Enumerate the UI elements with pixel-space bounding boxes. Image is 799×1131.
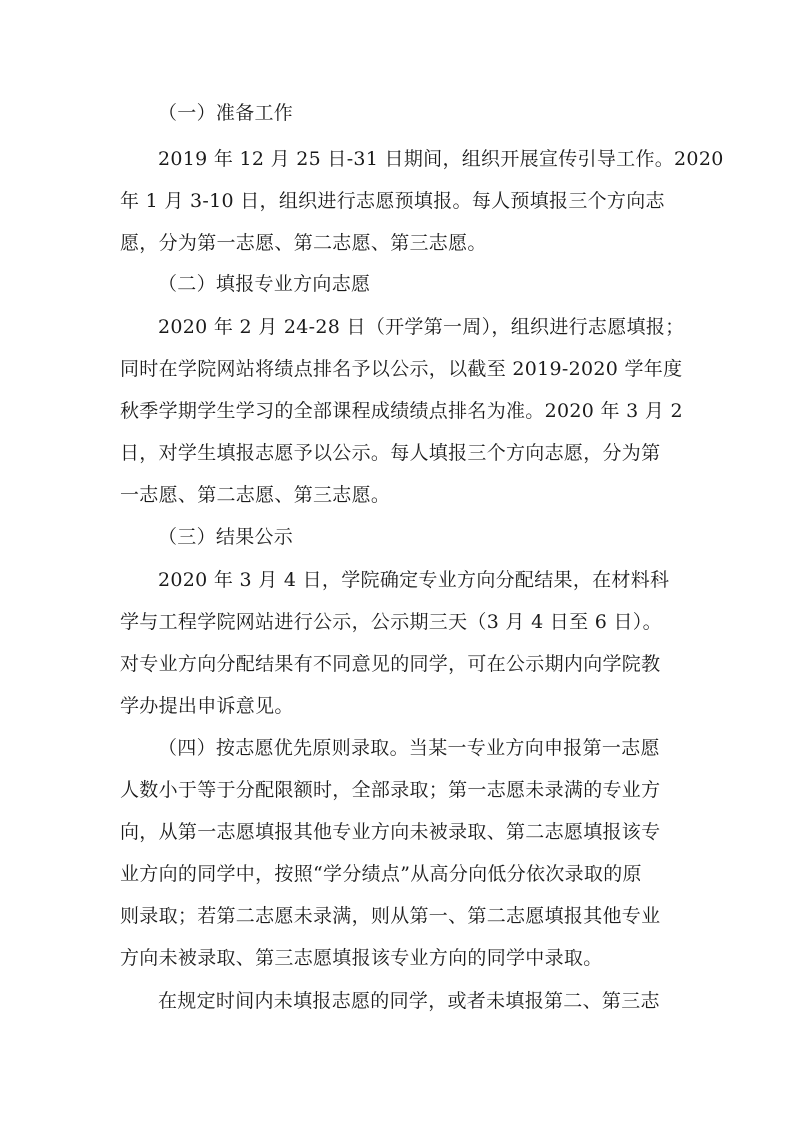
paragraph-line: 一志愿、第二志愿、第三志愿。 bbox=[120, 484, 391, 506]
paragraph-line: 2019 年 12 月 25 日-31 日期间，组织开展宣传引导工作。2020 bbox=[158, 148, 724, 170]
paragraph-line: 同时在学院网站将绩点排名予以公示，以截至 2019-2020 学年度 bbox=[120, 358, 683, 380]
section-heading-1: （一）准备工作 bbox=[158, 102, 294, 124]
paragraph-line: 日，对学生填报志愿予以公示。每人填报三个方向志愿，分为第 bbox=[120, 442, 661, 464]
paragraph-line: 学办提出申诉意见。 bbox=[120, 695, 294, 717]
paragraph-line: 业方向的同学中，按照“学分绩点”从高分向低分依次录取的原 bbox=[120, 863, 642, 885]
paragraph-line: 在规定时间内未填报志愿的同学，或者未填报第二、第三志 bbox=[158, 990, 660, 1012]
paragraph-line: 2020 年 2 月 24-28 日（开学第一周），组织进行志愿填报； bbox=[158, 316, 685, 338]
paragraph-line: 则录取；若第二志愿未录满，则从第一、第二志愿填报其他专业 bbox=[120, 905, 661, 927]
paragraph-line: 2020 年 3 月 4 日，学院确定专业方向分配结果，在材料科 bbox=[158, 569, 670, 591]
paragraph-line: 向，从第一志愿填报其他专业方向未被录取、第二志愿填报该专 bbox=[120, 821, 661, 843]
paragraph-line: 学与工程学院网站进行公示，公示期三天（3 月 4 日至 6 日）。 bbox=[120, 611, 662, 633]
paragraph-line: （四）按志愿优先原则录取。当某一专业方向申报第一志愿 bbox=[158, 737, 660, 759]
paragraph-line: 对专业方向分配结果有不同意见的同学，可在公示期内向学院教 bbox=[120, 653, 661, 675]
section-heading-2: （二）填报专业方向志愿 bbox=[158, 273, 371, 295]
paragraph-line: 愿，分为第一志愿、第二志愿、第三志愿。 bbox=[120, 232, 487, 254]
section-heading-3: （三）结果公示 bbox=[158, 526, 294, 548]
paragraph-line: 秋季学期学生学习的全部课程成绩绩点排名为准。2020 年 3 月 2 bbox=[120, 400, 683, 422]
paragraph-line: 年 1 月 3-10 日，组织进行志愿预填报。每人预填报三个方向志 bbox=[120, 190, 665, 212]
paragraph-line: 人数小于等于分配限额时，全部录取；第一志愿未录满的专业方 bbox=[120, 779, 661, 801]
paragraph-line: 方向未被录取、第三志愿填报该专业方向的同学中录取。 bbox=[120, 947, 603, 969]
